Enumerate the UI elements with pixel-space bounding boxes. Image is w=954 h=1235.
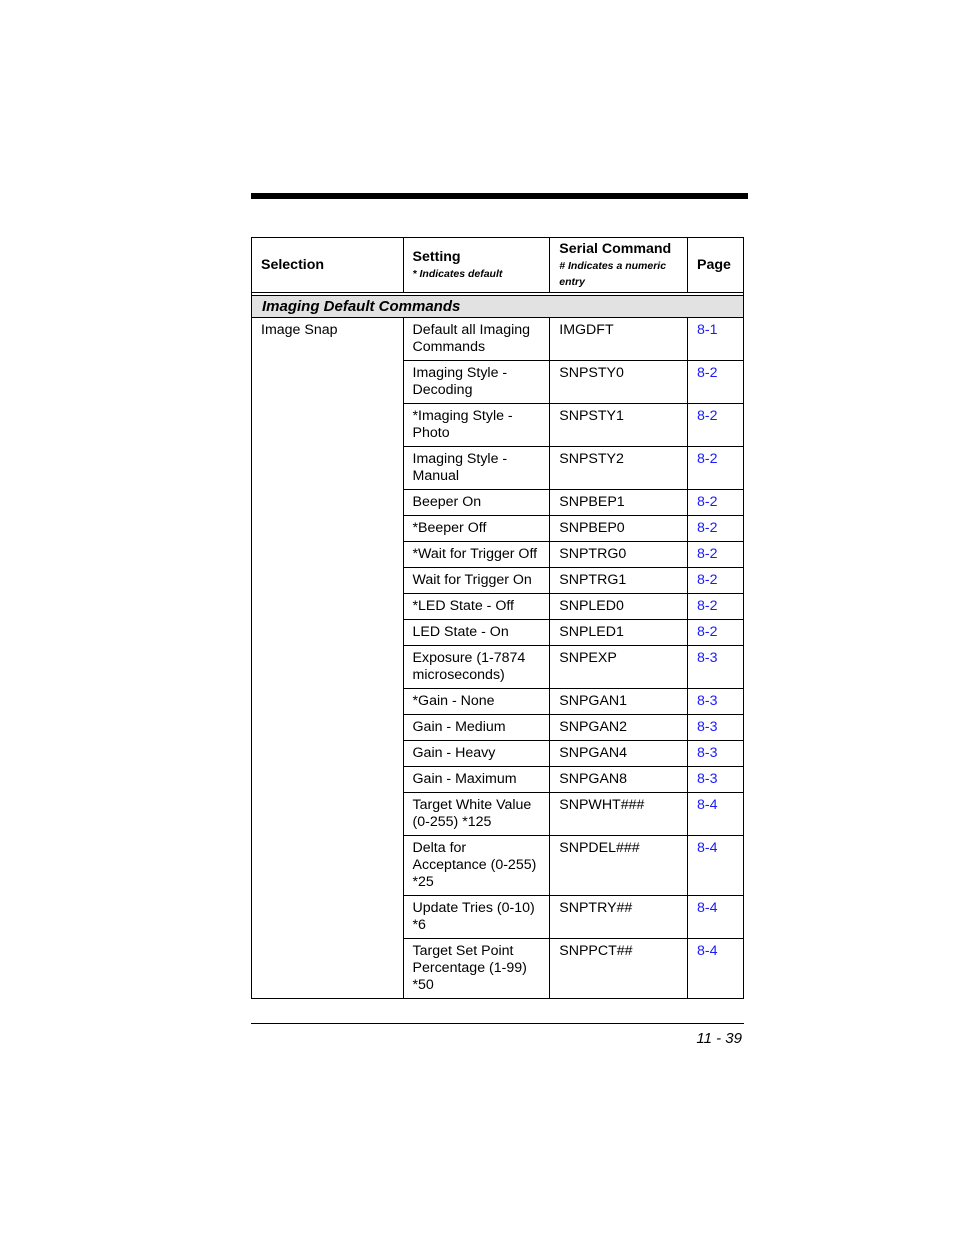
page-link[interactable]: 8-2 <box>697 451 718 467</box>
setting-cell: Default all Imaging Commands <box>403 318 550 361</box>
table-header-row <box>252 238 744 293</box>
setting-cell: Gain - Medium <box>403 715 550 741</box>
setting-cell: Gain - Maximum <box>403 767 550 793</box>
header-setting <box>403 238 550 293</box>
setting-cell: *Beeper Off <box>403 516 550 542</box>
page-link[interactable]: 8-2 <box>697 624 718 640</box>
page-link[interactable]: 8-2 <box>697 365 718 381</box>
page-link[interactable]: 8-1 <box>697 322 718 338</box>
command-cell: SNPBEP0 <box>550 516 688 542</box>
setting-cell: *LED State - Off <box>403 594 550 620</box>
page-cell <box>688 490 744 516</box>
page-cell <box>688 542 744 568</box>
page-cell <box>688 741 744 767</box>
setting-cell: Wait for Trigger On <box>403 568 550 594</box>
page-link[interactable]: 8-4 <box>697 840 718 856</box>
setting-cell: *Gain - None <box>403 689 550 715</box>
header-serial-note: # Indicates a numeric entry <box>559 259 667 288</box>
top-rule <box>251 193 748 199</box>
header-setting-label: Setting <box>412 248 461 265</box>
command-cell: SNPSTY2 <box>550 447 688 490</box>
page-cell <box>688 939 744 999</box>
command-cell: SNPLED0 <box>550 594 688 620</box>
page-cell <box>688 516 744 542</box>
page-cell <box>688 646 744 689</box>
page-cell <box>688 568 744 594</box>
header-setting-note: * Indicates default <box>412 267 503 280</box>
command-cell: SNPTRY## <box>550 896 688 939</box>
page-link[interactable]: 8-2 <box>697 408 718 424</box>
page-link[interactable]: 8-2 <box>697 572 718 588</box>
page-link[interactable]: 8-2 <box>697 546 718 562</box>
command-cell: SNPTRG0 <box>550 542 688 568</box>
header-serial-command <box>550 238 688 293</box>
selection-cell: Image Snap <box>252 318 404 999</box>
command-table <box>251 237 744 999</box>
setting-cell: Imaging Style - Manual <box>403 447 550 490</box>
command-cell: SNPGAN4 <box>550 741 688 767</box>
setting-cell: Imaging Style - Decoding <box>403 361 550 404</box>
header-selection: Selection <box>252 238 404 293</box>
table-row <box>252 318 744 361</box>
page-cell <box>688 594 744 620</box>
setting-cell: Delta for Acceptance (0-255) *25 <box>403 836 550 896</box>
command-cell: SNPSTY1 <box>550 404 688 447</box>
command-cell: IMGDFT <box>550 318 688 361</box>
page-link[interactable]: 8-4 <box>697 797 718 813</box>
command-cell: SNPDEL### <box>550 836 688 896</box>
section-row <box>252 296 744 318</box>
page-link[interactable]: 8-3 <box>697 693 718 709</box>
command-cell: SNPWHT### <box>550 793 688 836</box>
page-link[interactable]: 8-4 <box>697 900 718 916</box>
page-link[interactable]: 8-2 <box>697 494 718 510</box>
page-cell <box>688 318 744 361</box>
page-link[interactable]: 8-3 <box>697 719 718 735</box>
command-cell: SNPBEP1 <box>550 490 688 516</box>
page-number: 11 - 39 <box>696 1030 742 1047</box>
page-cell <box>688 836 744 896</box>
section-title: Imaging Default Commands <box>252 296 744 318</box>
setting-cell: Beeper On <box>403 490 550 516</box>
command-cell: SNPSTY0 <box>550 361 688 404</box>
page-link[interactable]: 8-3 <box>697 771 718 787</box>
command-cell: SNPLED1 <box>550 620 688 646</box>
command-cell: SNPGAN2 <box>550 715 688 741</box>
page-cell <box>688 620 744 646</box>
setting-cell: Update Tries (0-10) *6 <box>403 896 550 939</box>
setting-cell: Target Set Point Percentage (1-99) *50 <box>403 939 550 999</box>
command-cell: SNPTRG1 <box>550 568 688 594</box>
bottom-rule <box>251 1023 744 1024</box>
setting-cell: *Imaging Style - Photo <box>403 404 550 447</box>
setting-cell: LED State - On <box>403 620 550 646</box>
command-cell: SNPGAN1 <box>550 689 688 715</box>
page-cell <box>688 793 744 836</box>
page-link[interactable]: 8-2 <box>697 598 718 614</box>
page-cell <box>688 361 744 404</box>
page-link[interactable]: 8-4 <box>697 943 718 959</box>
page-cell <box>688 715 744 741</box>
command-cell: SNPGAN8 <box>550 767 688 793</box>
command-cell: SNPEXP <box>550 646 688 689</box>
page-cell <box>688 404 744 447</box>
command-cell: SNPPCT## <box>550 939 688 999</box>
page-cell <box>688 447 744 490</box>
page-cell <box>688 767 744 793</box>
setting-cell: Exposure (1-7874 microseconds) <box>403 646 550 689</box>
setting-cell: Gain - Heavy <box>403 741 550 767</box>
header-page: Page <box>688 238 744 293</box>
page-cell <box>688 896 744 939</box>
page-link[interactable]: 8-3 <box>697 650 718 666</box>
page-link[interactable]: 8-3 <box>697 745 718 761</box>
page-cell <box>688 689 744 715</box>
setting-cell: *Wait for Trigger Off <box>403 542 550 568</box>
setting-cell: Target White Value (0-255) *125 <box>403 793 550 836</box>
page-link[interactable]: 8-2 <box>697 520 718 536</box>
header-serial-label: Serial Command <box>559 240 672 257</box>
